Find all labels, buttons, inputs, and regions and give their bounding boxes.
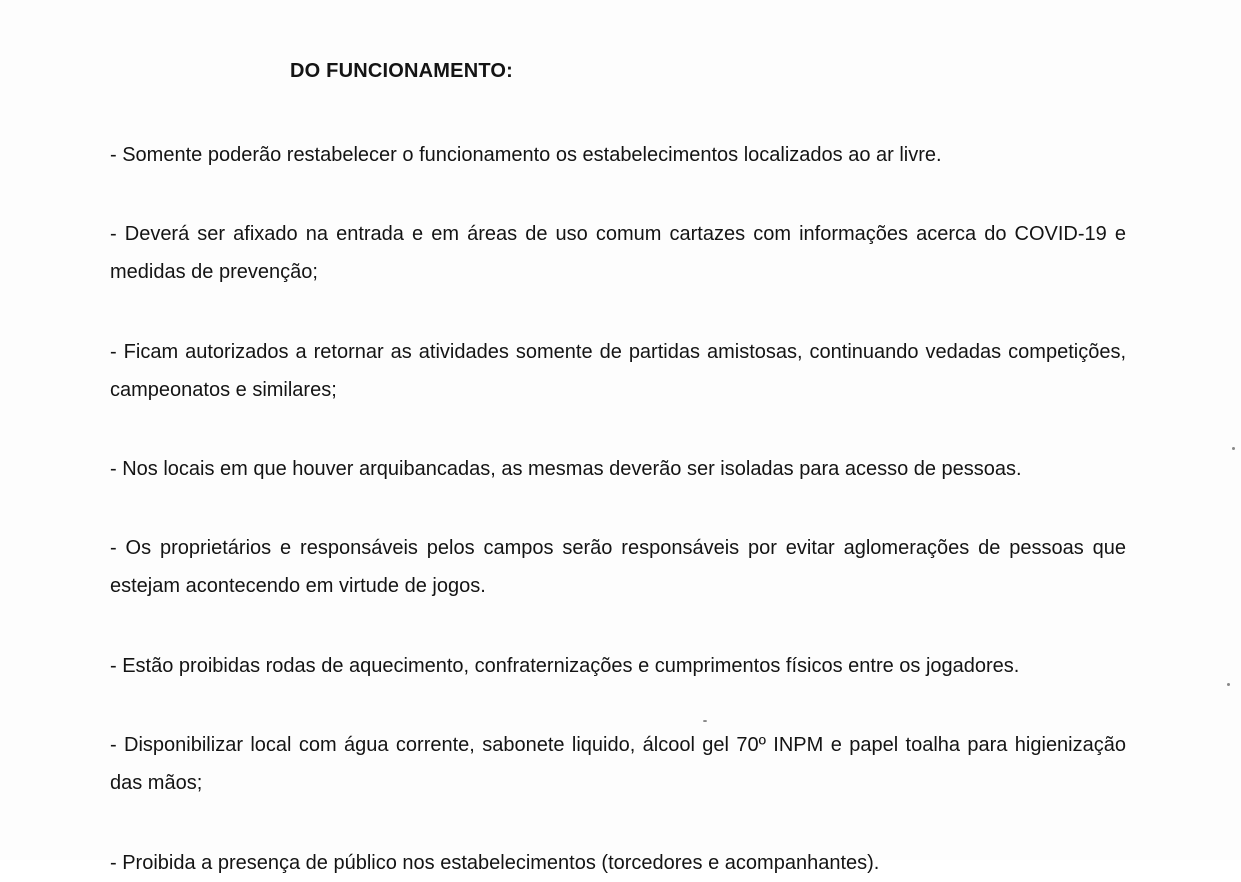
scan-speck [1232,447,1235,450]
paragraph-posters: - Deverá ser afixado na entrada e em áreas de uso comum cartazes com informações acerca do COVID-19 e medidas de prevenção; [110,223,1126,283]
scan-speck [703,720,707,722]
scan-speck [1227,683,1230,686]
section-heading: DO FUNCIONAMENTO: [290,60,514,82]
paragraph-bleachers: - Nos locais em que houver arquibancadas, as mesmas deverão ser isoladas para acesso de pessoas. [110,458,1022,480]
paragraph-hygiene: - Disponibilizar local com água corrente, sabonete liquido, álcool gel 70º INPM e papel toalha para higienização das mãos; [110,734,1126,794]
paragraph-open-air: - Somente poderão restabelecer o funcionamento os estabelecimentos localizados ao ar livre. [110,144,942,166]
paragraph-friendly-matches: - Ficam autorizados a retornar as atividades somente de partidas amistosas, continuando vedadas competições, campeonatos e similares; [110,341,1126,401]
paragraph-no-public: - Proibida a presença de público nos estabelecimentos (torcedores e acompanhantes). [110,852,880,874]
paragraph-owners-responsibility: - Os proprietários e responsáveis pelos campos serão responsáveis por evitar aglomerações de pessoas que estejam acontecendo em virtude de jogos. [110,537,1126,597]
paragraph-prohibited-gatherings: - Estão proibidas rodas de aquecimento, confraternizações e cumprimentos físicos entre os jogadores. [110,655,1020,677]
